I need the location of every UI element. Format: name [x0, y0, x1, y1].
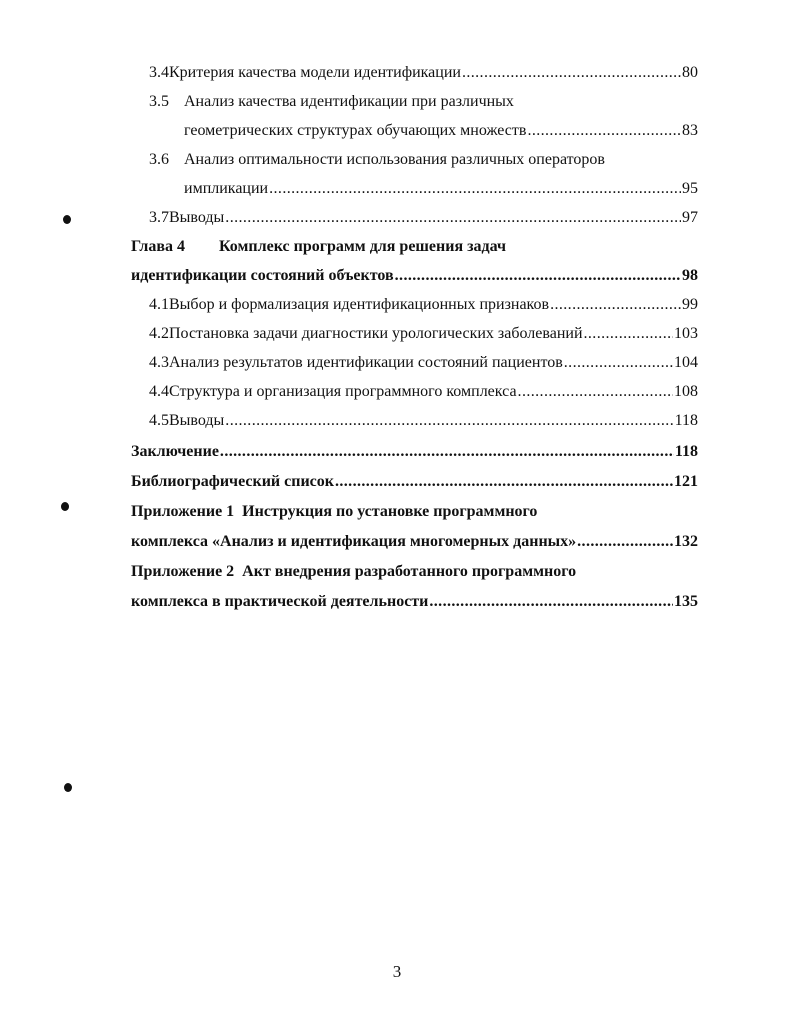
appendix-title-cont: комплекса «Анализ и идентификация многомерных данных» [131, 533, 577, 550]
appendix-title-cont: комплекса в практической деятельности [131, 593, 429, 610]
binding-hole-mark [61, 502, 69, 511]
section-title: Анализ оптимальности использования различных операторов [184, 151, 605, 168]
section-title-cont: импликации [184, 180, 269, 197]
toc-entry-4-3[interactable] [149, 352, 698, 374]
chapter-title: Комплекс программ для решения задач [219, 238, 507, 255]
dot-leader [518, 381, 673, 403]
section-title: Структура и организация программного комплекса [169, 383, 517, 400]
toc-appendix-1-cont[interactable] [131, 531, 698, 553]
page-ref: 104 [674, 354, 698, 371]
page-ref: 98 [682, 267, 698, 284]
page-ref: 118 [674, 412, 698, 429]
dot-leader [577, 531, 673, 553]
section-number: 3.4 [149, 64, 169, 81]
dot-leader [220, 441, 674, 463]
toc-entry-3-4[interactable] [149, 62, 698, 84]
section-number: 4.5 [149, 412, 169, 429]
dot-leader [550, 294, 681, 316]
dot-leader [335, 471, 673, 493]
dot-leader [584, 323, 674, 345]
toc-conclusion[interactable] [131, 441, 698, 463]
toc-chapter-4-cont[interactable] [131, 265, 698, 287]
bibliography-title: Библиографический список [131, 473, 334, 490]
page-ref: 99 [682, 296, 698, 313]
page-ref: 95 [682, 180, 698, 197]
section-title: Постановка задачи диагностики урологических заболеваний [169, 325, 583, 342]
section-title-cont: геометрических структурах обучающих множеств [184, 122, 527, 139]
dot-leader [564, 352, 673, 374]
page-ref: 121 [674, 473, 698, 490]
section-title: Критерия качества модели идентификации [169, 64, 461, 81]
dot-leader [269, 178, 681, 200]
toc-entry-3-6-cont[interactable] [184, 178, 698, 200]
dot-leader [225, 207, 681, 229]
page-ref: 80 [682, 64, 698, 81]
section-number: 3.6 [149, 151, 169, 168]
toc-appendix-1[interactable] [131, 501, 698, 523]
dot-leader [429, 591, 673, 613]
conclusion-title: Заключение [131, 443, 219, 460]
page-ref: 108 [674, 383, 698, 400]
page-ref: 132 [674, 533, 698, 550]
toc-entry-3-6[interactable] [149, 149, 698, 171]
toc-chapter-4[interactable] [131, 236, 698, 258]
section-number: 3.7 [149, 209, 169, 226]
section-title: Выводы [169, 412, 225, 429]
page-ref: 83 [682, 122, 698, 139]
binding-hole-mark [63, 215, 71, 224]
dot-leader [527, 120, 681, 142]
section-title: Анализ качества идентификации при различных [184, 93, 514, 110]
section-number: 4.4 [149, 383, 169, 400]
appendix-title: Акт внедрения разработанного программного [242, 563, 577, 580]
page-ref: 97 [682, 209, 698, 226]
toc-appendix-2-cont[interactable] [131, 591, 698, 613]
dot-leader [225, 410, 673, 432]
toc-bibliography[interactable] [131, 471, 698, 493]
section-number: 3.5 [149, 93, 169, 110]
dot-leader [462, 62, 681, 84]
toc-entry-4-4[interactable] [149, 381, 698, 403]
toc-appendix-2[interactable] [131, 561, 698, 583]
section-title: Выбор и формализация идентификационных признаков [169, 296, 550, 313]
toc-entry-4-5[interactable] [149, 410, 698, 432]
section-title: Анализ результатов идентификации состояний пациентов [169, 354, 563, 371]
page-number: 3 [392, 962, 402, 981]
toc-entry-4-2[interactable] [149, 323, 698, 345]
appendix-label: Приложение 2 [131, 563, 235, 580]
appendix-title: Инструкция по установке программного [242, 503, 538, 520]
toc-entry-4-1[interactable] [149, 294, 698, 316]
chapter-title-cont: идентификации состояний объектов [131, 267, 394, 284]
toc-entry-3-5-cont[interactable] [184, 120, 698, 142]
toc-entry-3-7[interactable] [149, 207, 698, 229]
chapter-label: Глава 4 [131, 238, 185, 255]
toc-entry-3-5[interactable] [149, 91, 698, 113]
page-ref: 118 [674, 443, 698, 460]
binding-hole-mark [64, 783, 72, 792]
appendix-label: Приложение 1 [131, 503, 235, 520]
dot-leader [395, 265, 681, 287]
section-title: Выводы [169, 209, 225, 226]
section-number: 4.2 [149, 325, 169, 342]
page-ref: 103 [674, 325, 698, 342]
page-ref: 135 [674, 593, 698, 610]
section-number: 4.3 [149, 354, 169, 371]
section-number: 4.1 [149, 296, 169, 313]
